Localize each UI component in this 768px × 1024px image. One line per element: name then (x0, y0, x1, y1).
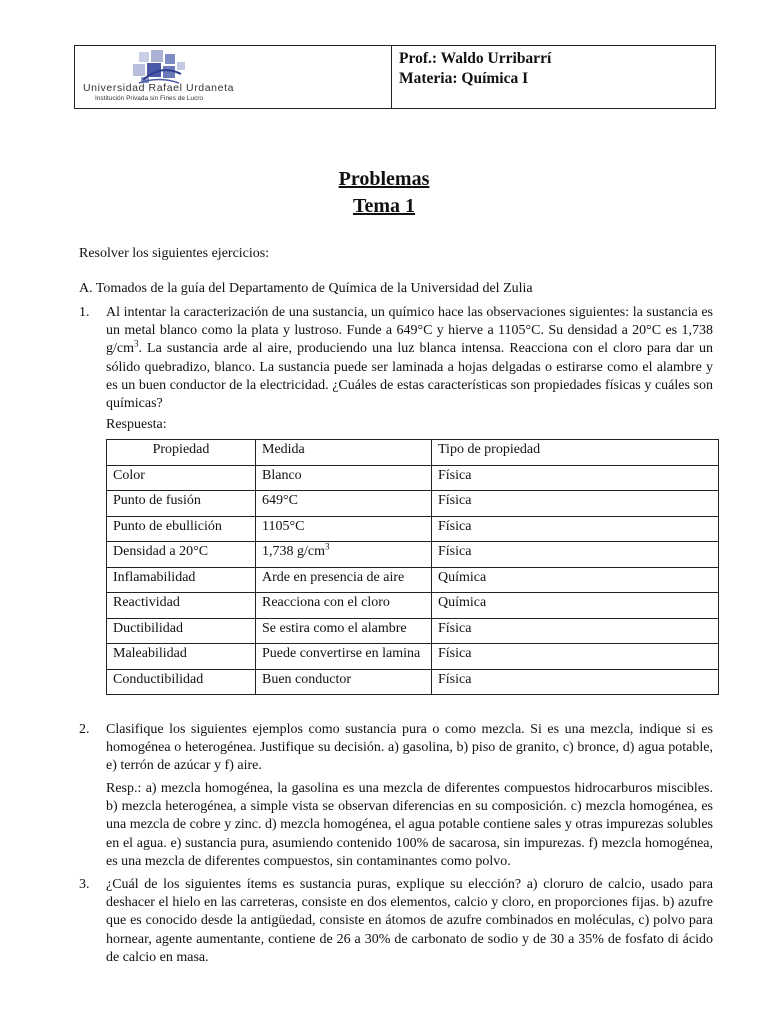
table-cell: 1105°C (256, 516, 432, 542)
table-cell: Densidad a 20°C (107, 542, 256, 568)
properties-table (106, 439, 719, 695)
problem-1-text-part1: Al intentar la caracterización de una sustancia, un químico hace las observaciones siguientes: la sustancia es un metal blanco como la plata y lustroso. Funde a 649°C y hierve a 1105°C. Su densidad a 20°C es 1,738 g/cm (106, 305, 713, 357)
table-cell: Física (432, 465, 719, 491)
table-cell: Reactividad (107, 593, 256, 619)
header-type: Tipo de propiedad (432, 440, 719, 466)
intro-text: Resolver los siguientes ejercicios: (79, 246, 270, 261)
table-cell: Buen conductor (256, 669, 432, 695)
problem-1-text (106, 304, 713, 413)
course-info-cell (392, 46, 715, 108)
table-cell: Física (432, 516, 719, 542)
answer-label: Respuesta: (106, 417, 167, 432)
table-cell: Blanco (256, 465, 432, 491)
section-a-heading: A. Tomados de la guía del Departamento de Química de la Universidad del Zulia (79, 281, 533, 296)
problem-3-number: 3. (79, 877, 90, 892)
problem-1-superscript: 3 (134, 338, 139, 349)
problem-2-number: 2. (79, 722, 90, 737)
table-cell: Ductibilidad (107, 618, 256, 644)
density-value: 1,738 g/cm (262, 544, 325, 559)
table-row (107, 644, 719, 670)
problem-2-text: Clasifique los siguientes ejemplos como sustancia pura o como mezcla. Si es una mezcla, indique si es homogénea o heterogénea. Justifique su decisión. a) gasolina, b) piso de granito, c) bronce, d) agua potable, e) terrón de azúcar y f) aire. (106, 722, 713, 774)
page-title: Problemas (338, 168, 430, 190)
table-cell: Física (432, 644, 719, 670)
table-row (107, 491, 719, 517)
table-cell: Física (432, 618, 719, 644)
table-cell: Física (432, 669, 719, 695)
table-cell: Conductibilidad (107, 669, 256, 695)
table-cell (256, 542, 432, 568)
professor-label: Prof.: Waldo Urribarrí (399, 50, 552, 67)
problem-1-text-part2: . La sustancia arde al aire, produciendo una luz blanca intensa. Reacciona con el cloro para dar un sólido quebradizo, blanco. La sustancia puede ser laminada a hojas delgadas o estirarse como el alambre y es un buen conductor de la electricidad. ¿Cuáles de estas características son propiedades físicas y cuáles son químicas? (106, 341, 713, 412)
table-cell: Inflamabilidad (107, 567, 256, 593)
table-row (107, 516, 719, 542)
table-cell: 649°C (256, 491, 432, 517)
table-cell: Arde en presencia de aire (256, 567, 432, 593)
subject-label: Materia: Química I (399, 70, 529, 87)
density-superscript: 3 (325, 541, 330, 552)
table-row (107, 618, 719, 644)
logo-cell (75, 46, 392, 108)
problem-2-answer: Resp.: a) mezcla homogénea, la gasolina es una mezcla de diferentes compuestos hidrocarburos miscibles. b) mezcla heterogénea, a simple vista se observan diferencias en su composición. c) mezcla homogénea, es una mezcla de cobre y zinc. d) mezcla homogénea, el agua potable contiene sales y otras impurezas solubles en el agua. e) sustancia pura, asumiendo contenido 100% de sacarosa, sin impurezas. f) mezcla homogénea, es una mezcla de diferentes compuestos, sin contaminantes como polvo. (106, 781, 713, 869)
university-name: Universidad Rafael Urdaneta (83, 82, 235, 94)
table-cell: Física (432, 491, 719, 517)
table-cell: Química (432, 567, 719, 593)
header-property: Propiedad (107, 440, 256, 466)
problem-3-text: ¿Cuál de los siguientes ítems es sustancia puras, explique su elección? a) cloruro de calcio, usado para deshacer el hielo en las carreteras, consiste en dos elementos, calcio y cloro, en proporciones fijas. b) azufre que es conocido desde la antigüedad, consiste en átomos de azufre combinados en moléculas, c) polvo para hornear, agente aumentante, contiene de 26 a 30% de carbonato de sodio y de 30 a 35% de fosfato di ácido de calcio en masa. (106, 877, 713, 965)
table-cell: Color (107, 465, 256, 491)
table-header-row (107, 440, 719, 466)
university-tagline: Institución Privada sin Fines de Lucro (95, 95, 204, 102)
table-row (107, 593, 719, 619)
table-cell: Puede convertirse en lamina (256, 644, 432, 670)
header-box (74, 45, 716, 109)
table-row (107, 542, 719, 568)
table-row (107, 465, 719, 491)
table-cell: Se estira como el alambre (256, 618, 432, 644)
table-cell: Química (432, 593, 719, 619)
table-cell: Reacciona con el cloro (256, 593, 432, 619)
table-row (107, 669, 719, 695)
table-cell: Punto de ebullición (107, 516, 256, 542)
page-subtitle: Tema 1 (352, 195, 416, 217)
table-cell: Punto de fusión (107, 491, 256, 517)
table-row (107, 567, 719, 593)
table-cell: Maleabilidad (107, 644, 256, 670)
problem-1-number: 1. (79, 305, 90, 320)
table-cell: Física (432, 542, 719, 568)
header-measure: Medida (256, 440, 432, 466)
